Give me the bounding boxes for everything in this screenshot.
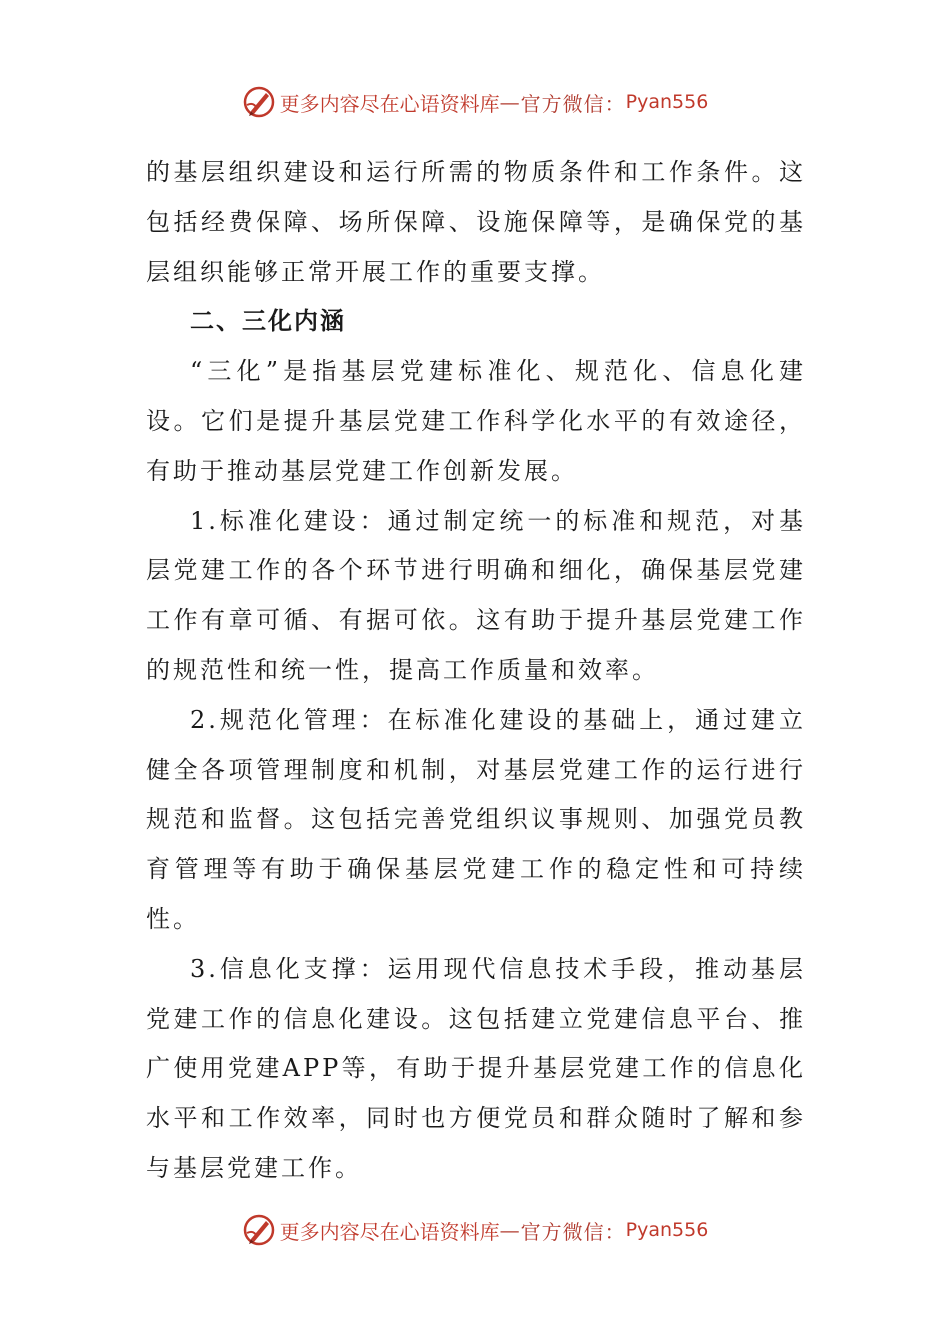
paragraph-item-1: 1.标准化建设：通过制定统一的标准和规范，对基层党建工作的各个环节进行明确和细化，确保基层党建工作有章可循、有据可依。这有助于提升基层党建工作的规范性和统一性，提高工作质量和效率。 [146, 506, 806, 684]
banner-dash: — [499, 90, 521, 114]
paragraph-continuation: 的基层组织建设和运行所需的物质条件和工作条件。这包括经费保障、场所保障、设施保障等，是确保党的基层组织能够正常开展工作的重要支撑。 [146, 158, 806, 286]
header-banner [0, 82, 950, 122]
banner-wechat-id: Pyan556 [625, 91, 709, 113]
footer-banner [0, 1210, 950, 1250]
section-heading: 二、三化内涵 [190, 307, 346, 336]
paragraph-item-2: 2.规范化管理：在标准化建设的基础上，通过建立健全各项管理制度和机制，对基层党建工作的运行进行规范和监督。这包括完善党组织议事规则、加强党员教育管理等有助于确保基层党建工作的稳定性和可持续性。 [146, 705, 806, 933]
banner-sub-text: 官方微信： [520, 1219, 626, 1244]
pen-logo-icon [242, 1213, 276, 1247]
paragraph-item-3: 3.信息化支撑：运用现代信息技术手段，推动基层党建工作的信息化建设。这包括建立党建信息平台、推广使用党建APP等，有助于提升基层党建工作的信息化水平和工作效率，同时也方便党员和群众随时了解和参与基层党建工作。 [146, 954, 806, 1182]
banner-wechat-id: Pyan556 [625, 1219, 709, 1241]
document-body [146, 148, 806, 1194]
banner-main-text: 更多内容尽在心语资料库 [279, 1219, 500, 1244]
paragraph-intro: “三化”是指基层党建标准化、规范化、信息化建设。它们是提升基层党建工作科学化水平的有效途径，有助于推动基层党建工作创新发展。 [146, 357, 806, 485]
banner-sub-text: 官方微信： [520, 91, 626, 116]
banner-main-text: 更多内容尽在心语资料库 [279, 91, 500, 116]
banner-dash: — [499, 1218, 521, 1242]
pen-logo-icon [242, 85, 276, 119]
